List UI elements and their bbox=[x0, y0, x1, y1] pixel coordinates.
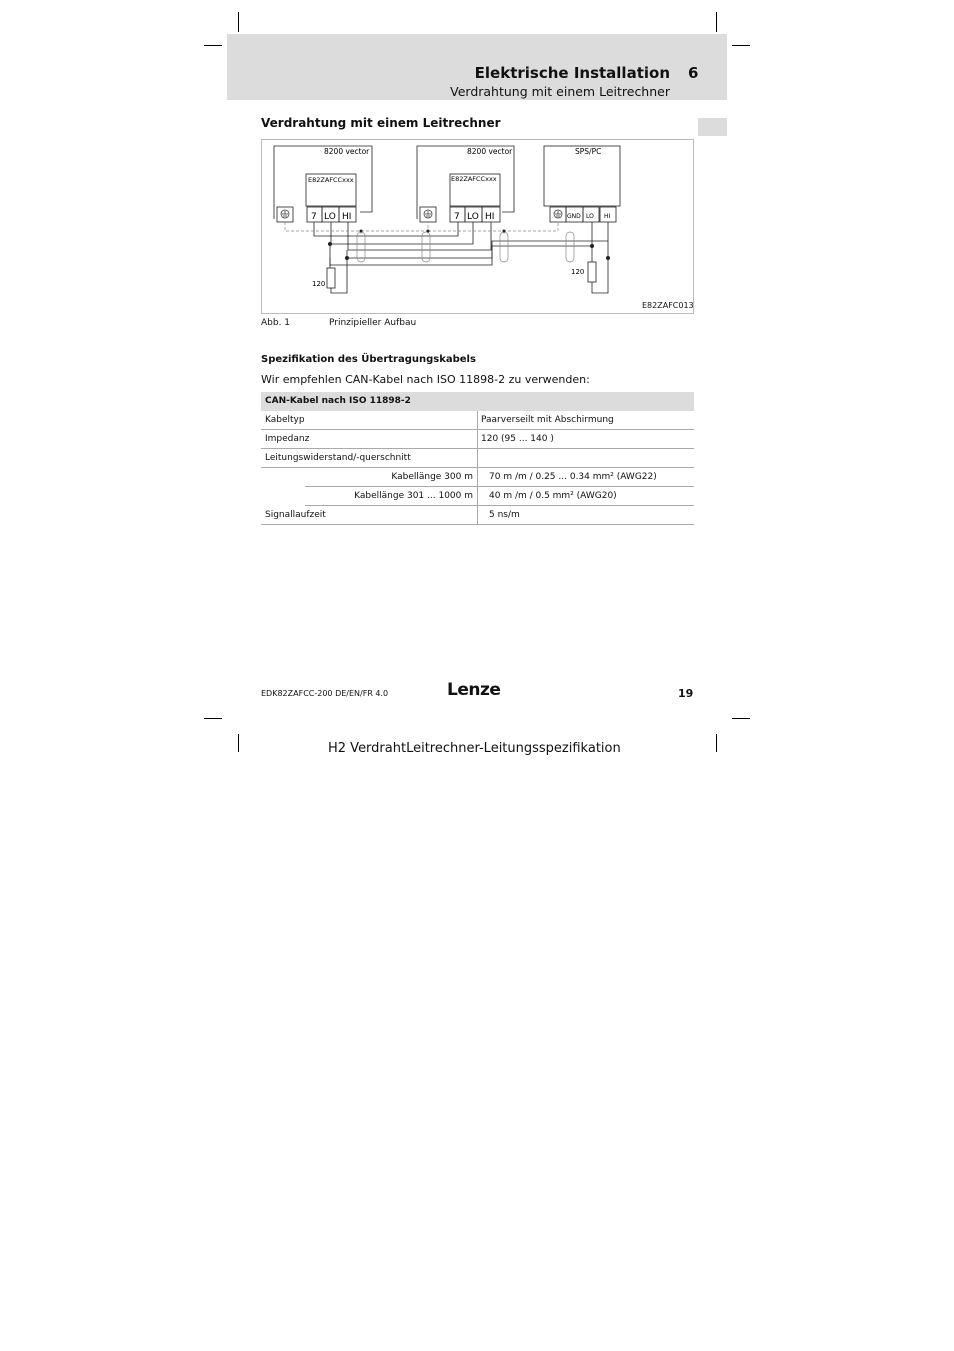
device3-label: SPS/PC bbox=[575, 147, 602, 156]
crop-mark bbox=[716, 734, 717, 752]
device2-pe-terminal bbox=[420, 207, 436, 222]
device2-label: 8200 vector bbox=[467, 147, 513, 156]
resistor-right-value: 120 bbox=[571, 268, 585, 276]
crop-mark bbox=[716, 12, 717, 32]
table-cell-label: Kabeltyp bbox=[265, 415, 305, 425]
table-cell-label: Kabellänge 300 m bbox=[391, 472, 473, 482]
termination-resistor-left bbox=[327, 268, 335, 288]
table-cell-value: 40 m /m / 0.5 mm² (AWG20) bbox=[489, 491, 617, 501]
spec-table bbox=[261, 392, 694, 525]
table-header: CAN-Kabel nach ISO 11898-2 bbox=[261, 392, 694, 411]
table-cell-value: 120 (95 ... 140 ) bbox=[481, 434, 554, 444]
device3-term-hi: HI bbox=[604, 213, 611, 220]
page-tag: H2 VerdrahtLeitrechner-Leitungsspezifikation bbox=[328, 741, 621, 756]
table-row bbox=[305, 487, 694, 506]
device2-module-label: E82ZAFCCxxx bbox=[451, 175, 497, 183]
table-cell-value: Paarverseilt mit Abschirmung bbox=[481, 415, 614, 425]
figure-label: Abb. 1 bbox=[261, 318, 291, 328]
crop-mark bbox=[732, 45, 750, 46]
wiring-diagram bbox=[261, 139, 694, 314]
table-cell-value: 5 ns/m bbox=[489, 510, 520, 520]
device1-term-lo: LO bbox=[324, 212, 336, 222]
spec-intro: Wir empfehlen CAN-Kabel nach ISO 11898-2 zu verwenden: bbox=[261, 373, 590, 386]
device3-pe-terminal bbox=[550, 207, 566, 222]
table-row bbox=[261, 506, 694, 525]
device2-term-lo: LO bbox=[467, 212, 479, 222]
figure-code: E82ZAFC013 bbox=[642, 301, 694, 310]
chapter-title: Elektrische Installation bbox=[474, 64, 670, 82]
table-cell-value: 70 m /m / 0.25 ... 0.34 mm² (AWG22) bbox=[489, 472, 657, 482]
device1-pe-terminal bbox=[277, 207, 293, 222]
device2-term-hi: HI bbox=[485, 212, 495, 222]
figure-caption: Prinzipieller Aufbau bbox=[329, 318, 417, 328]
crop-mark bbox=[238, 734, 239, 752]
lenze-logo: Lenze bbox=[447, 680, 501, 700]
device3-term-lo: LO bbox=[586, 213, 594, 220]
section-heading: Verdrahtung mit einem Leitrechner bbox=[261, 116, 501, 130]
table-cell-label: Signallaufzeit bbox=[265, 510, 326, 520]
chapter-subtitle: Verdrahtung mit einem Leitrechner bbox=[450, 84, 670, 99]
device1-label: 8200 vector bbox=[324, 147, 370, 156]
crop-mark bbox=[204, 45, 222, 46]
device3-term-gnd: GND bbox=[567, 213, 581, 220]
device1-term-hi: HI bbox=[342, 212, 352, 222]
table-row bbox=[305, 468, 694, 487]
device1-module-label: E82ZAFCCxxx bbox=[308, 176, 354, 184]
chapter-number: 6 bbox=[688, 64, 699, 82]
table-cell-label: Leitungswiderstand/-querschnitt bbox=[265, 453, 411, 463]
table-row bbox=[261, 449, 694, 468]
footer-doc-id: EDK82ZAFCC-200 DE/EN/FR 4.0 bbox=[261, 689, 389, 698]
table-cell-label: Impedanz bbox=[265, 434, 310, 444]
crop-mark bbox=[204, 718, 222, 719]
table-row bbox=[261, 430, 694, 449]
table-row bbox=[261, 411, 694, 430]
crop-mark bbox=[238, 12, 239, 32]
termination-resistor-right bbox=[588, 262, 596, 282]
device1-term-7: 7 bbox=[311, 212, 317, 222]
wiring-diagram-svg bbox=[262, 140, 695, 315]
resistor-left-value: 120 bbox=[312, 280, 326, 288]
chapter-tab-marker bbox=[698, 118, 727, 136]
table-cell-label: Kabellänge 301 ... 1000 m bbox=[354, 491, 473, 501]
crop-mark bbox=[732, 718, 750, 719]
page-number: 19 bbox=[678, 687, 694, 700]
spec-heading: Spezifikation des Übertragungskabels bbox=[261, 354, 476, 365]
device2-term-7: 7 bbox=[454, 212, 460, 222]
